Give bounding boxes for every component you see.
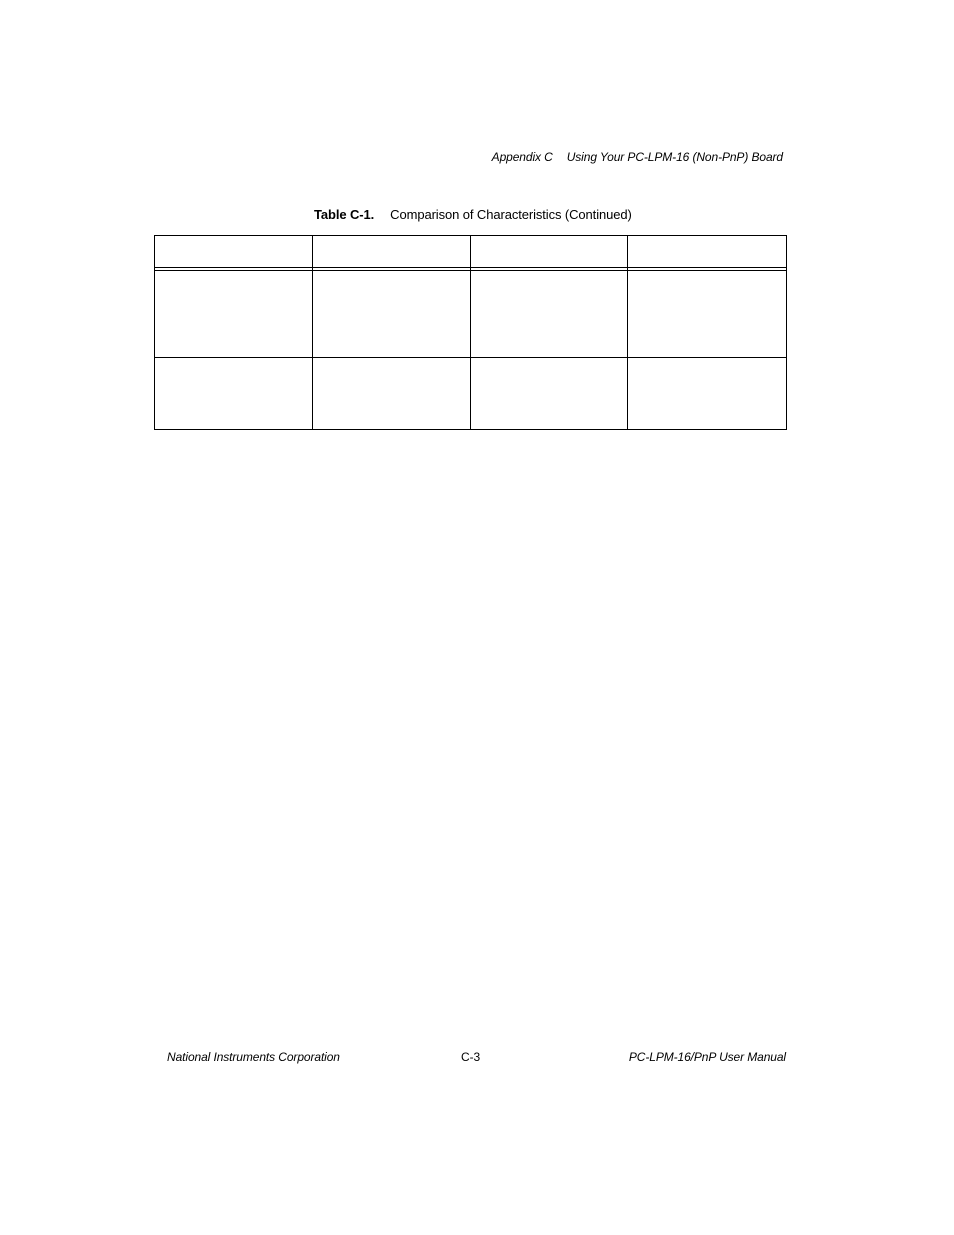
table-cell xyxy=(471,271,628,358)
table-header-row xyxy=(155,236,787,268)
running-header xyxy=(492,150,783,164)
table-cell xyxy=(471,358,628,430)
table-header-cell xyxy=(155,236,313,268)
appendix-label: Appendix C xyxy=(491,150,553,164)
table-row xyxy=(155,271,787,358)
footer-manual-title: PC-LPM-16/PnP User Manual xyxy=(628,1050,786,1064)
table-caption-label: Table C-1. xyxy=(314,207,375,222)
chapter-title: Using Your PC-LPM-16 (Non-PnP) Board xyxy=(566,150,783,164)
table-header-cell xyxy=(471,236,628,268)
table-cell xyxy=(155,358,313,430)
table-row xyxy=(155,358,787,430)
table-cell xyxy=(313,358,471,430)
table-caption-title: Comparison of Characteristics (Continued) xyxy=(390,207,632,222)
table-header-cell xyxy=(628,236,787,268)
table-cell xyxy=(628,358,787,430)
footer-publisher: National Instruments Corporation xyxy=(167,1050,340,1064)
table-cell xyxy=(313,271,471,358)
table-cell xyxy=(155,271,313,358)
table-header-cell xyxy=(313,236,471,268)
footer-page-number: C-3 xyxy=(461,1050,481,1064)
table-cell xyxy=(628,271,787,358)
comparison-table xyxy=(154,235,786,432)
